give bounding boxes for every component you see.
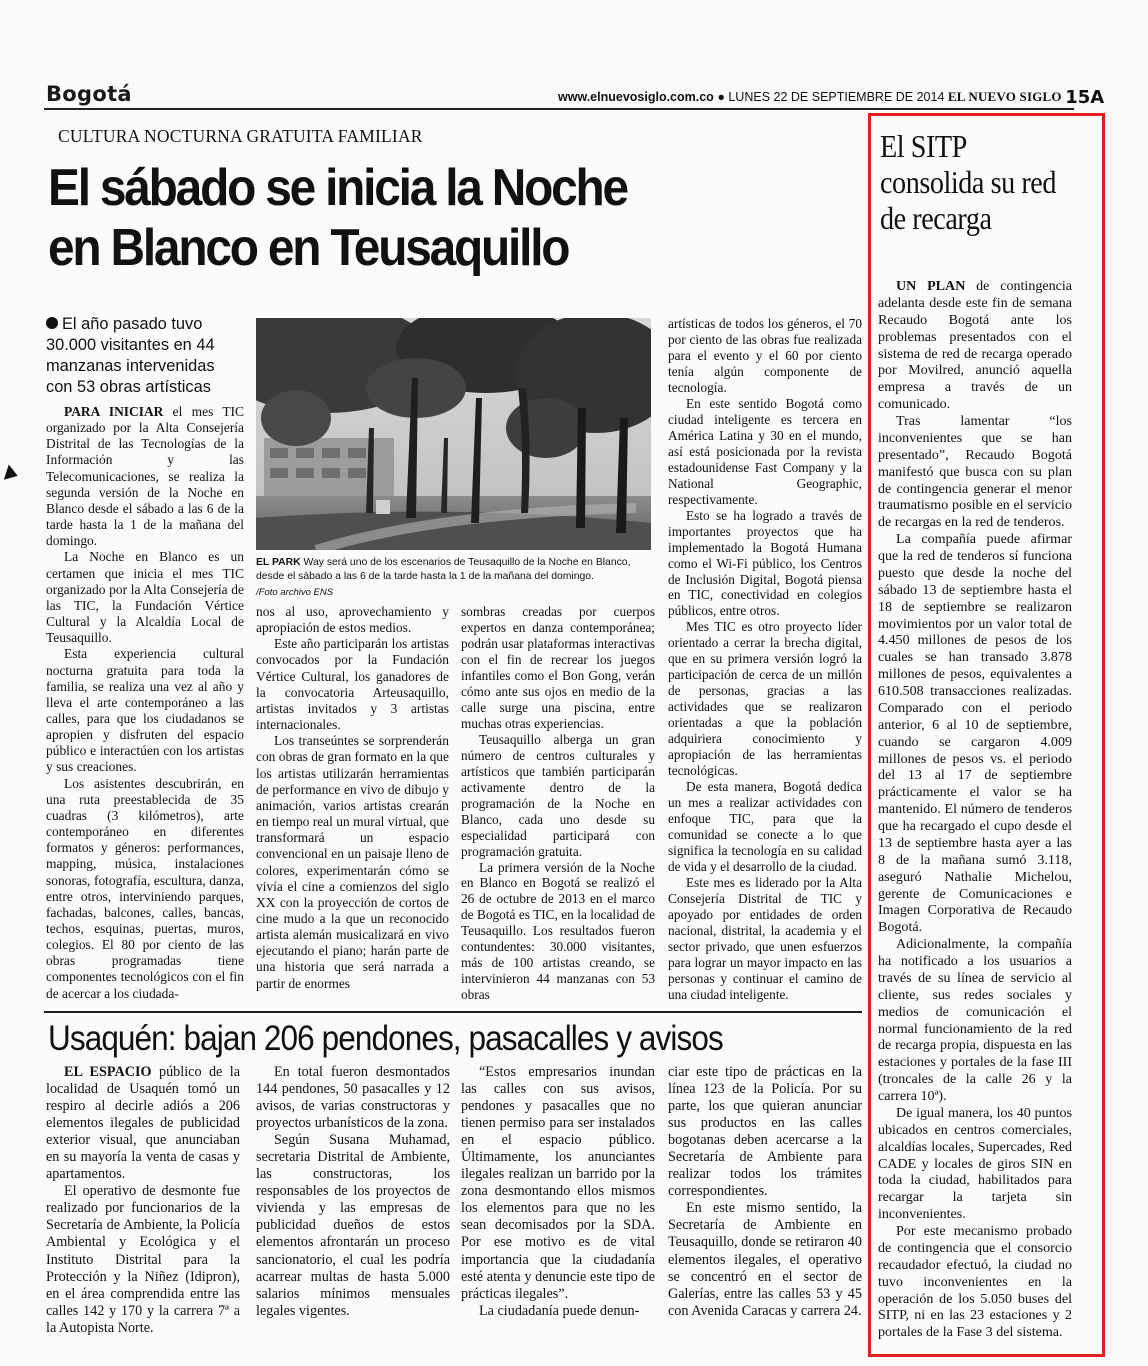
headline-line: en Blanco en Teusaquillo [48, 219, 569, 277]
paragraph: El operativo de desmonte fue realizado por funcionarios de la Secretaría de Ambiente, la Policía Ambiental y Ecológica y el Instituto Distrital para la Protección y la Niñez (Idipron), en el área comprendida entre las calles 142 y 170 y la carrera 7ª a la Autopista Norte. [46, 1183, 240, 1336]
photo-credit: /Foto archivo ENS [256, 587, 334, 598]
paragraph: La Noche en Blanco es un certamen que inicia el mes TIC organizado por la Alta Consejería de las TIC, la Fundación Vértice Cultural y la Alcaldía Local de Teusaquillo. [46, 549, 244, 646]
park-photo-image [256, 318, 651, 550]
sidebar-body [878, 278, 1072, 1341]
park-photo [256, 318, 651, 550]
bullet-icon: ● [717, 90, 725, 104]
caption-lead: EL PARK [256, 557, 301, 568]
paragraph: La primera versión de la Noche en Blanco en Bogotá se realizó el 26 de octubre de 2013 en el marco de Bogotá es TIC, en la localidad de Teusaquillo. Los resultados fueron contundentes: 30.000 visitantes, más de 100 artistas creando, se intervinieron 44 manzanas con 53 obras [461, 859, 655, 1003]
paragraph: En este sentido Bogotá como ciudad inteligente es tercera en América Latina y 30 en el mundo, así está posicionada por la revista estadounidense Fast Company y la National Geographic, respectivamente. [668, 395, 862, 507]
paragraph: ciar este tipo de prácticas en la línea 123 de la Policía. Por su parte, los que quieran anunciar sus productos en las calles bogotanas deben acercarse a la Secretaría de Ambiente para realizar todos los trámites correspondientes. [668, 1064, 862, 1200]
masthead [558, 87, 1104, 108]
paragraph [878, 278, 1072, 413]
margin-arrow-icon [4, 465, 20, 484]
paragraph: artísticas de todos los géneros, el 70 por ciento de las obras fue realizada para el evento y el 60 por ciento tenía algún componente de tecnología. [668, 316, 862, 395]
headline-line: El sábado se inicia la Noche [48, 159, 627, 217]
second-column-3 [461, 1064, 655, 1320]
lead-in: PARA INICIAR [64, 404, 164, 419]
lead-in: UN PLAN [896, 278, 966, 294]
second-column-1 [46, 1064, 240, 1337]
paragraph: En total fueron desmontados 144 pendones, 50 pasacalles y 12 avisos, de varias constructoras y proyectos urbanísticos de la zona. [256, 1064, 450, 1132]
paragraph: Este mes es liderado por la Alta Consejería Distrital de TIC y apoyado por entidades de orden nacional, distrital, la academia y el sector privado, que unen esfuerzos para lograr un mayor impacto en las personas y continuar el camino de una ciudad inteligente. [668, 874, 862, 1002]
paragraph: Este año participarán los artistas convocados por la Fundación Vértice Cultural, los ganadores de la convocatoria Arteusaquillo, artistas invitados y 3 artistas internacionales. [256, 636, 449, 733]
section-name: Bogotá [46, 82, 132, 106]
paragraph: En este mismo sentido, la Secretaría de Ambiente en Teusaquillo, donde se retiraron 40 elementos ilegales, el operativo se concentró en el sector de Galerías, entre las calles 53 y 45 con Avenida Caracas y carrera 24. [668, 1200, 862, 1319]
issue-date: LUNES 22 DE SEPTIEMBRE DE 2014 [728, 90, 945, 104]
article-column-3 [461, 604, 655, 1003]
website-url: www.elnuevosiglo.com.co [558, 90, 714, 104]
summary-text: El año pasado tuvo 30.000 visitantes en 44 manzanas intervenidas con 53 obras artísticas [46, 315, 215, 396]
bullet-icon [46, 317, 58, 329]
paragraph: sombras creadas por cuerpos expertos en danza contemporánea; podrán usar plataformas interactivas con el fin de recrear los juegos infantiles como el Bon Gong, verán cómo ante sus ojos en medio de la calle surge una piscina, entre muchas otras experiencias. [461, 604, 655, 731]
paragraph: La ciudadanía puede denun- [479, 1302, 640, 1319]
paragraph-text: público de la localidad de Usaquén tomó un respiro al decirle adiós a 206 elementos ilegales de publicidad exterior visual, que anunciaban en su mayoría la venta de casas y apartamentos. [46, 1064, 240, 1183]
paragraph: Esta experiencia cultural nocturna gratuita para toda la familia, se realiza una vez al año y lleva el arte contemporáneo a las calles, para que los ciudadanos se apropien y disfruten del espacio público e interactúen con los artistas y sus creaciones. [46, 646, 244, 775]
paragraph: Por este mecanismo probado de contingencia que el consorcio recaudador efectuó, la ciudad no tuvo inconvenientes en la operación de los 5.050 buses del SITP, ni en las 23 estaciones y 2 portales de la Fase 3 del sistema. [878, 1223, 1072, 1341]
article-column-2 [256, 604, 449, 992]
second-column-4 [668, 1064, 862, 1320]
second-column-2 [256, 1064, 450, 1320]
paragraph: Teusaquillo alberga un gran número de centros culturales y artísticos que también participarán activamente dentro de la programación de la Noche en Blanco, cada uno desde su especialidad participará con programación gratuita. [461, 731, 655, 859]
article-column-1 [46, 404, 244, 1002]
kicker: CULTURA NOCTURNA GRATUITA FAMILIAR [58, 126, 423, 146]
lead-in: EL ESPACIO [64, 1064, 152, 1080]
header-rule [44, 108, 1074, 110]
paragraph: Tras lamentar “los inconvenientes que se han presentado”, Recaudo Bogotá manifestó que busca con su plan de contingencia generar el menor traumatismo posible en el servicio de recargas en la red de tenderos. [878, 413, 1072, 531]
paragraph-text: de contingencia adelanta desde este fin de semana Recaudo Bogotá ante los problemas presentados con el sistema de red de recarga operado por Movilred, anunció aquella empresa a través de un comunicado. [878, 278, 1072, 413]
paragraph: Adicionalmente, la compañía ha notificado a los usuarios a través de su línea de servicio al cliente, sus redes sociales y medios de comunicación el normal funcionamiento de la red de recarga propia, dispuesta en las estaciones y portales de la fase III (troncales de la calle 26 y la carrera 10ª). [878, 936, 1072, 1104]
main-headline [48, 158, 784, 278]
paragraph: La compañía puede afirmar que la red de tenderos sí funciona puesto que desde la noche del sábado 13 de septiembre hasta el 18 de septiembre se realizaron movimientos por un valor total de 4.450 millones de pesos de los cuales se han transado 3.878 millones de pesos, equivalentes a 610.508 transacciones realizadas. Comparado con el periodo anterior, 6 al 10 de septiembre, cuando se cargaron 4.009 millones de pesos vs. el periodo del 13 al 17 de septiembre prácticamente el valor se ha mantenido. El número de tenderos que ha recargado el cupo desde el 13 de septiembre hasta ayer a las 8 de la mañana sumó 3.118, aseguró Nathalie Michelou, gerente de Comunicaciones e Imagen Corporativa de Recaudo Bogotá. [878, 531, 1072, 936]
article-summary [46, 314, 244, 398]
paragraph: Los transeúntes se sorprenderán con obras de gran formato en la que los artistas utilizarán herramientas de performance en vivo de dibujo y animación, varios artistas crearán en tiempo real un mural virtual, que transformará un espacio convencional en un paisaje lleno de colores, experimentarán cómo se vivía el cine a comienzos del siglo XX con la proyección de cortos de cine mudo a la que un reconocido artista alemán musicalizará en vivo ejecutando el piano; harán parte de una historia que será narrada a partir de enormes [256, 733, 449, 991]
second-headline: Usaquén: bajan 206 pendones, pasacalles y avisos [48, 1019, 723, 1058]
paragraph: De igual manera, los 40 puntos ubicados en centros comerciales, alcaldías locales, Supercades, Red CADE y locales de giros SIN en toda la ciudad, habilitados para recargar la tarjeta sin inconvenientes. [878, 1104, 1072, 1223]
sidebar-headline: El SITP consolida su red de recarga [880, 128, 1056, 236]
article-column-4 [668, 316, 862, 1003]
paragraph [46, 1064, 240, 1183]
paragraph: Los asistentes descubrirán, en una ruta preestablecida de 35 cuadras (3 kilómetros), arte contemporáneo en diferentes formatos y géneros: performances, mapping, música, instalaciones sonoras, fotografía, escultura, danza, entre otros, interviniendo parques, fachadas, balcones, calles, bancas, techos, esquinas, puertas, muros, colegios. El 80 por ciento de las obras programadas tiene componentes tecnológicos con el fin de acercar a los ciudada- [46, 775, 244, 1001]
caption-text: Way será uno de los escenarios de Teusaquillo de la Noche en Blanco, desde el sábado a las 6 de la tarde hasta la 1 de la mañana del domingo. [256, 557, 631, 582]
paragraph: Según Susana Muhamad, secretaria Distrital de Ambiente, las constructoras, los responsables de los proyectos de vivienda y las empresas de publicidad dueños de estos elementos afrontarán un proceso sancionatorio, el cual les podría acarrear multas de hasta 5.000 salarios mínimos mensuales legales vigentes. [256, 1132, 450, 1319]
paragraph-text: el mes TIC organizado por la Alta Consejería Distrital de las Tecnologías de la Información y las Telecomunicaciones, se realiza la segunda versión de la Noche en Blanco desde el sábado a las 6 de la tarde hasta la 1 de la mañana del domingo. [46, 404, 244, 549]
page-number: 15A [1065, 87, 1105, 108]
section-divider [44, 1011, 862, 1013]
paragraph [46, 404, 244, 549]
paragraph: De esta manera, Bogotá dedica un mes a realizar actividades con enfoque TIC, para que la comunidad se conecte a lo que significa la tecnología en su calidad de vida y el desarrollo de la ciudad. [668, 779, 862, 874]
photo-caption [256, 556, 654, 584]
paragraph: “Estos empresarios inundan las calles con sus avisos, pendones y pasacalles que no tienen permiso para ser instalados en el espacio público. Últimamente, los anunciantes ilegales realizan un barrido por la zona desmontando ellos mismos los elementos para que no les sean decomisados por la SDA. Por ese motivo es de vital importancia que la ciudadanía esté atenta y denuncie este tipo de prácticas ilegales”. [461, 1064, 655, 1302]
paragraph: nos al uso, aprovechamiento y apropiación de estos medios. [256, 604, 449, 636]
paragraph: Mes TIC es otro proyecto líder orientado a cerrar la brecha digital, que en su primera versión logró la participación de cerca de un millón de personas, gracias a las actividades que se realizaron orientadas a que la población adquiriera conocimiento y apropiación de las herramientas tecnológicas. [668, 619, 862, 779]
paper-name: EL NUEVO SIGLO [947, 89, 1062, 104]
paragraph: Esto se ha logrado a través de importantes proyectos que ha implementado la Bogotá Humana como el Wi-Fi público, los Centros de Inclusión Digital, Bogotá piensa en TIC, conectividad en colegios públicos, entre otros. [668, 507, 862, 619]
